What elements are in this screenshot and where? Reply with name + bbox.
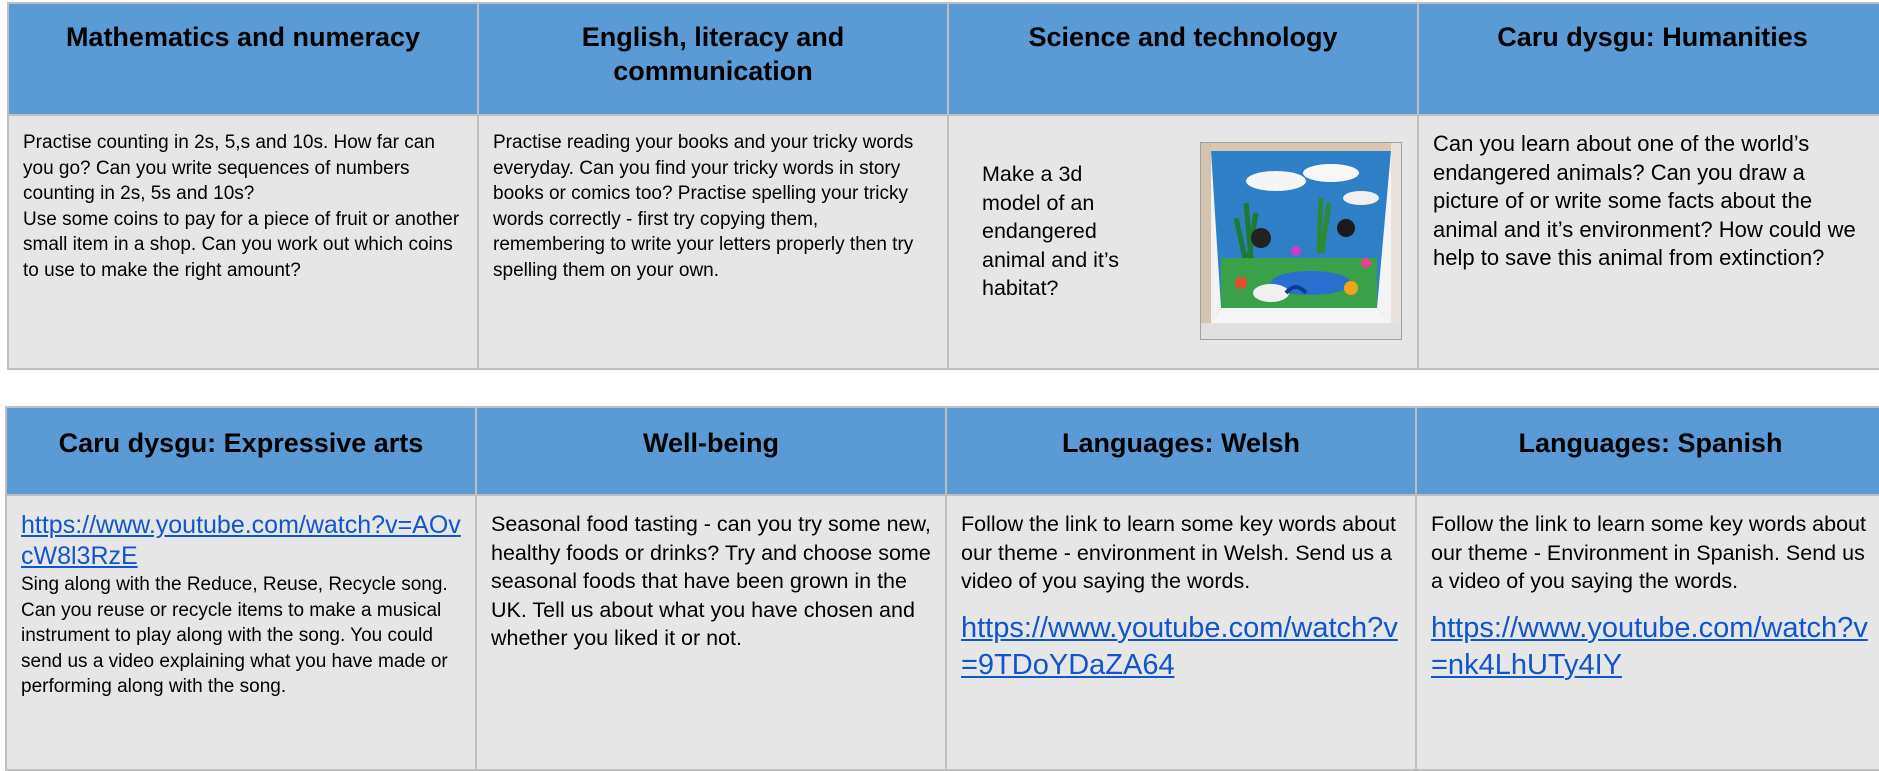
header-english: [479, 4, 949, 116]
header-english-label: English, literacy and communication: [581, 22, 845, 86]
maths-text-1: Practise counting in 2s, 5,s and 10s. How far can you go? Can you write sequences of numbers counting in 2s, 5s and 10s?: [23, 132, 435, 204]
science-text: Make a 3d model of an endangered animal and it’s habitat?: [982, 162, 1120, 300]
header-maths-label: Mathematics and numeracy: [65, 22, 421, 52]
english-cell: [479, 116, 949, 370]
header-spanish-label: Languages: Spanish: [1518, 428, 1783, 458]
header-arts-label: Caru dysgu: Expressive arts: [58, 428, 424, 458]
english-text: Practise reading your books and your tricky words everyday. Can you find your tricky words in story books or comics too? Practise spelling your tricky words correctly - first try copying them, remembering to write your letters properly then try spelling them on your own.: [493, 132, 914, 281]
spanish-text: Follow the link to learn some key words about our theme - Environment in Spanish. Send us a video of you saying the words.: [1431, 512, 1866, 593]
wellbeing-cell: [477, 496, 947, 771]
maths-text-2: Use some coins to pay for a piece of fruit or another small item in a shop. Can you work out which coins to use to make the right amount?: [23, 208, 460, 281]
header-wellbeing: [477, 408, 947, 496]
arts-cell: [7, 496, 477, 771]
activity-grid-bottom: [5, 406, 1879, 771]
header-maths: [9, 4, 479, 116]
header-science-label: Science and technology: [1028, 22, 1338, 52]
header-welsh-label: Languages: Welsh: [1061, 428, 1301, 458]
science-cell: [949, 116, 1419, 370]
arts-video-link[interactable]: https://www.youtube.com/watch?v=AOvcW8l3RzE: [21, 511, 461, 570]
spanish-cell: [1417, 496, 1879, 771]
welsh-video-link[interactable]: https://www.youtube.com/watch?v=9TDoYDaZA64: [961, 611, 1398, 681]
header-welsh: [947, 408, 1417, 496]
header-science: [949, 4, 1419, 116]
arts-text-1: Sing along with the Reduce, Reuse, Recycle song.: [21, 574, 448, 595]
welsh-text: Follow the link to learn some key words about our theme - environment in Welsh. Send us a video of you saying the words.: [961, 512, 1396, 593]
header-arts: [7, 408, 477, 496]
wellbeing-text: Seasonal food tasting - can you try some new, healthy foods or drinks? Try and choose some seasonal foods that have been grown in the UK. Tell us about what you have chosen and whether you liked it or not.: [491, 512, 931, 650]
arts-text-2: Can you reuse or recycle items to make a musical instrument to play along with the song. You could send us a video explaining what you have made or performing along with the song.: [21, 599, 448, 697]
diorama-photo: [1200, 142, 1402, 340]
humanities-cell: [1419, 116, 1879, 370]
spanish-video-link[interactable]: https://www.youtube.com/watch?v=nk4LhUTy4IY: [1431, 611, 1868, 681]
header-humanities-label: Caru dysgu: Humanities: [1497, 22, 1808, 52]
welsh-cell: [947, 496, 1417, 771]
humanities-text: Can you learn about one of the world’s endangered animals? Can you draw a picture of or write some facts about the animal and it’s environment? How could we help to save this animal from extinction?: [1433, 131, 1856, 270]
header-spanish: [1417, 408, 1879, 496]
header-wellbeing-label: Well-being: [642, 428, 779, 458]
maths-cell: [9, 116, 479, 370]
header-humanities: [1419, 4, 1879, 116]
activity-grid-top: [7, 2, 1879, 370]
